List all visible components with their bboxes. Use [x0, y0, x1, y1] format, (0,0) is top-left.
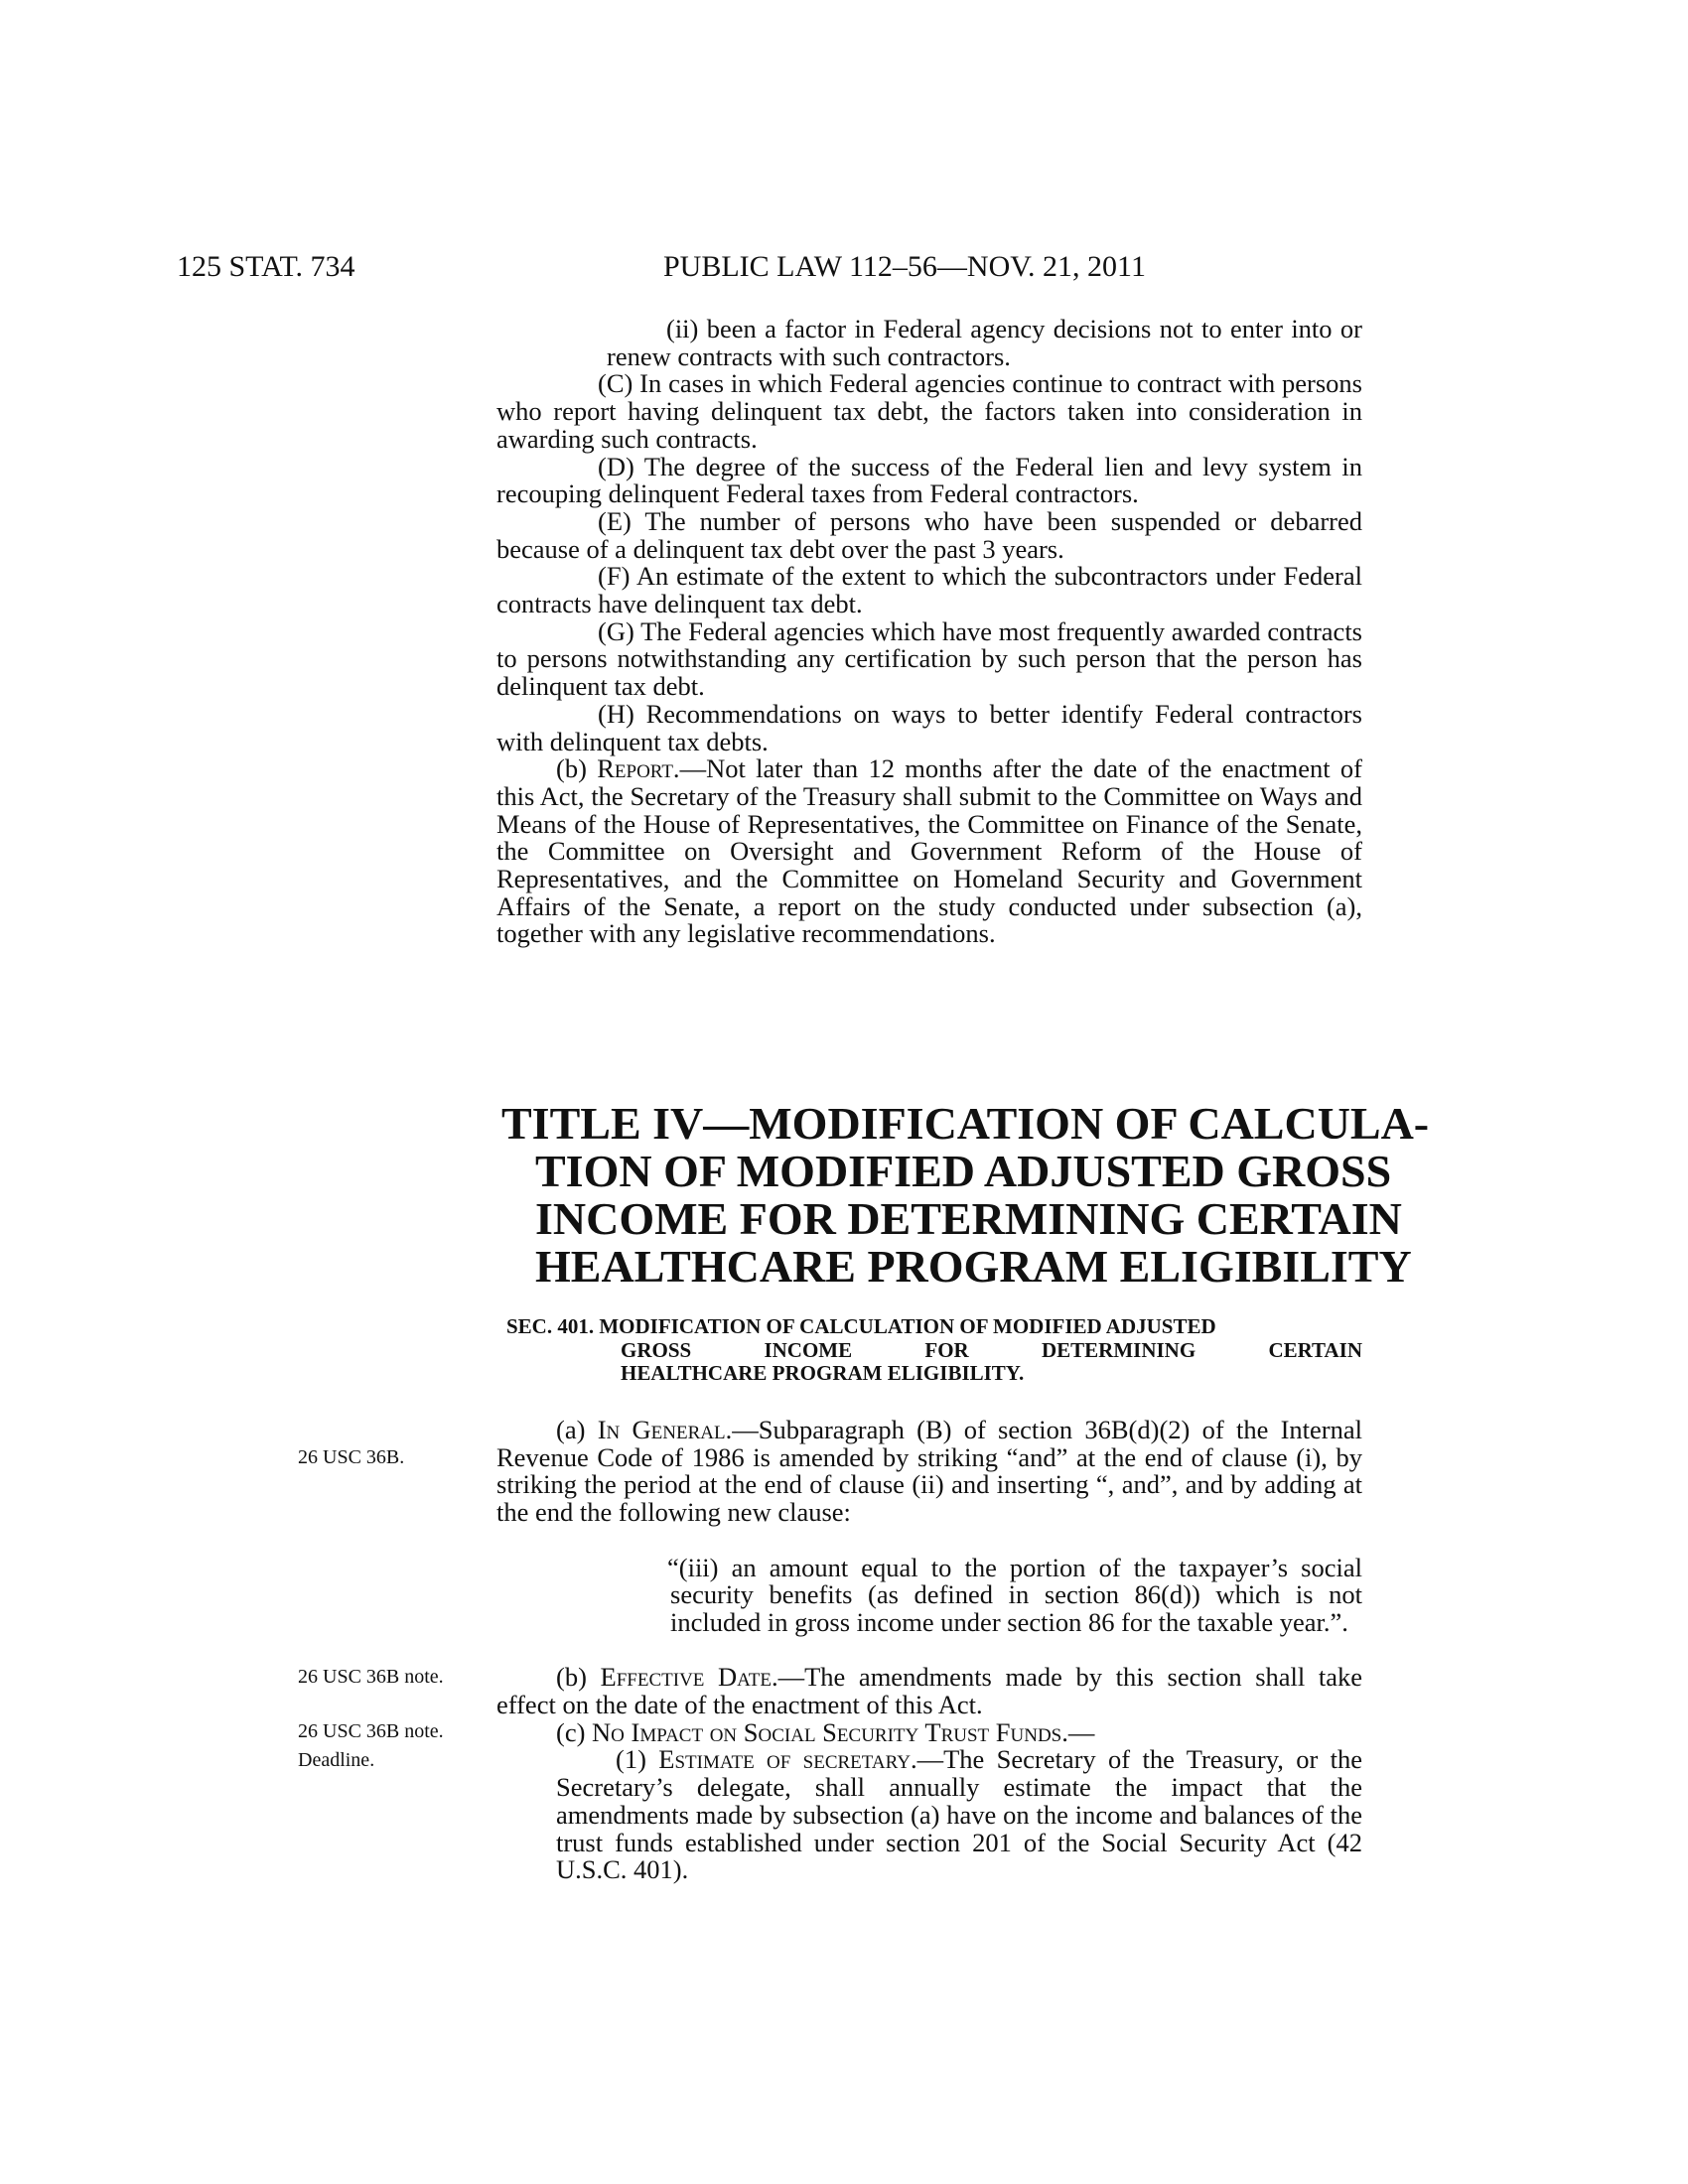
subsection-a-heading: In General. — [597, 1415, 733, 1444]
section-heading-line: HEALTHCARE PROGRAM ELIGIBILITY. — [621, 1361, 1025, 1385]
title-iv-heading — [501, 1098, 1430, 1292]
margin-note-usc: 26 USC 36B note. — [298, 1720, 444, 1742]
subsection-c-heading: No Impact on Social Security Trust Funds. — [592, 1716, 1068, 1747]
study-item-f: (F) An estimate of the extent to which the subcontractors under Federal contracts have delinquent tax debt. — [496, 561, 1362, 619]
margin-note-usc: 26 USC 36B note. — [298, 1666, 444, 1688]
sec401-subsection-a: (a) In General.—Subparagraph (B) of section 36B(d)(2) of the Internal Revenue Code of 1986 is amended by striking “and” at the end of clause (i), by striking the period at the end of clause (ii) and inserting “, and”, and by adding at the end the following new clause: — [496, 1415, 1362, 1528]
section-heading-line: GROSS INCOME FOR DETERMINING CERTAIN — [621, 1337, 1362, 1362]
study-clause-ii: (ii) been a factor in Federal agency decisions not to enter into or renew contracts with such contractors. — [607, 314, 1362, 371]
sec401-paragraph-c1: (1) Estimate of secretary.—The Secretary of the Treasury, or the Secretary’s delegate, shall annually estimate the impact that the amendments made by subsection (a) have on the income and balances of the trust funds established under section 201 of the Social Security Act (42 U.S.C. 401). — [556, 1744, 1363, 1885]
running-header-title: PUBLIC LAW 112–56—NOV. 21, 2011 — [663, 250, 1146, 283]
statute-page-number: 125 STAT. 734 — [177, 250, 355, 283]
study-item-g: (G) The Federal agencies which have most frequently awarded contracts to persons notwithstanding any certification by such person that the person has delinquent tax debt. — [496, 615, 1362, 702]
section-401-heading — [506, 1315, 1362, 1386]
title-line: TION OF MODIFIED ADJUSTED GROSS — [535, 1146, 1392, 1196]
subsection-b-heading: Effective Date. — [600, 1662, 778, 1693]
study-item-c: (C) In cases in which Federal agencies continue to contract with persons who report having delinquent tax debt, the factors taken into consideration in awarding such contracts. — [496, 368, 1362, 454]
margin-note-usc: 26 USC 36B. — [298, 1446, 405, 1468]
report-heading: Report. — [597, 753, 680, 784]
study-item-d: (D) The degree of the success of the Federal lien and levy system in recouping delinquent Federal taxes from Federal contractors. — [496, 451, 1362, 509]
study-items — [496, 370, 1362, 948]
title-line: HEALTHCARE PROGRAM ELIGIBILITY — [535, 1241, 1412, 1292]
study-item-e: (E) The number of persons who have been suspended or debarred because of a delinquent tax debt over the past 3 years. — [496, 505, 1362, 564]
title-line: TITLE IV—MODIFICATION OF CALCULA- — [501, 1098, 1430, 1149]
paragraph-c1-heading: Estimate of secretary. — [658, 1744, 917, 1775]
title-line: INCOME FOR DETERMINING CERTAIN — [535, 1193, 1402, 1244]
quoted-clause-iii: “(iii) an amount equal to the portion of the taxpayer’s social security benefits (as defined in section 86(d)) which is not included in gross income under section 86 for the taxable year.”. — [667, 1552, 1362, 1637]
sec401-subsection-c: (c) No Impact on Social Security Trust Funds.— — [556, 1716, 1095, 1747]
margin-note-deadline: Deadline. — [298, 1749, 375, 1771]
section-heading-line: SEC. 401. MODIFICATION OF CALCULATION OF MODIFIED ADJUSTED — [506, 1314, 1216, 1338]
sec401-subsection-b: (b) Effective Date.—The amendments made by this section shall take effect on the date of the enactment of this Act. (c) No Impact on Social Security Trust Funds.— — [496, 1662, 1363, 1747]
report-paragraph: (b) Report.—Not later than 12 months after the date of the enactment of this Act, the Secretary of the Treasury shall submit to the Committee on Ways and Means of the House of Representatives, the Committee on Finance of the Senate, the Committee on Oversight and Government Reform of the House of Representatives, and the Committee on Homeland Security and Government Affairs of the Senate, a report on the study conducted under subsection (a), together with any legislative recommendations. — [496, 753, 1362, 949]
study-item-h: (H) Recommendations on ways to better identify Federal contractors with delinquent tax debts. — [496, 698, 1362, 756]
